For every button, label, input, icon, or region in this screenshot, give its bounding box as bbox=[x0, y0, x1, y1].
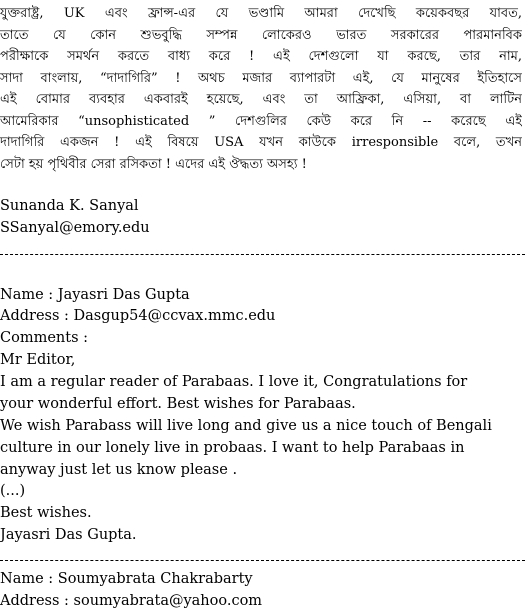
bengali-line-5: এই বোমার ব্যবহার একবারই হয়েছে, এবং তা আফ্রিকা, এসিয়া, বা লাটিন bbox=[0, 92, 522, 107]
letter-2-body-line-8: Best wishes. bbox=[0, 505, 92, 521]
letter-3-name: Name : Soumyabrata Chakrabarty bbox=[0, 571, 253, 587]
letter-2-body-line-1: Mr Editor, bbox=[0, 352, 76, 368]
letter-2-name: Name : Jayasri Das Gupta bbox=[0, 287, 190, 303]
signature-name: Sunanda K. Sanyal bbox=[0, 198, 139, 214]
bengali-line-7: দাদাগিরি একজন ! এই বিষয়ে USA যখন কাউকে irresponsible বলে, তখন bbox=[0, 135, 522, 150]
signature-email: SSanyal@emory.edu bbox=[0, 220, 150, 236]
bengali-line-1: যুক্তরাষ্ট্র, UK এবং ফ্রান্স-এর যে ভণ্ডামি আমরা দেখেছি কয়েকবছর যাবত, bbox=[0, 6, 522, 21]
bengali-line-2: তাতে যে কোন শুভবুদ্ধি সম্পন্ন লোকেরও ভারত সরকারের পারমানবিক bbox=[0, 27, 522, 43]
separator-line-1 bbox=[0, 254, 525, 255]
letter-2-body-line-6: anyway just let us know please . bbox=[0, 462, 238, 478]
letter-2-body-line-5: culture in our lonely live in probaas. I want to help Parabaas in bbox=[0, 440, 465, 456]
letter-2-body-line-3: your wonderful effort. Best wishes for Parabaas. bbox=[0, 396, 356, 412]
bengali-letter-text bbox=[0, 3, 522, 175]
letter-3-address: Address : soumyabrata@yahoo.com bbox=[0, 593, 263, 609]
letter-2-body-line-4: We wish Parabass will live long and give us a nice touch of Bengali bbox=[0, 418, 492, 434]
letter-2-address: Address : Dasgup54@ccvax.mmc.edu bbox=[0, 308, 276, 324]
letter-2-comments-label: Comments : bbox=[0, 330, 89, 346]
letter-2-body-line-2: I am a regular reader of Parabaas. I love it, Congratulations for bbox=[0, 374, 468, 390]
bengali-line-3: পরীক্ষাকে সমর্থন করতে বাধ্য করে ! এই দেশগুলো যা করছে, তার নাম, bbox=[0, 49, 522, 64]
separator-line-2 bbox=[0, 560, 525, 561]
bengali-line-4: সাদা বাংলায়, “দাদাগিরি” ! অথচ মজার ব্যাপারটা এই, যে মানুষের ইতিহাসে bbox=[0, 70, 522, 86]
letter-2-body-line-7: (...) bbox=[0, 483, 26, 499]
letter-2-body-line-9: Jayasri Das Gupta. bbox=[0, 527, 137, 543]
bengali-line-8: সেটা হয় পৃথিবীর সেরা রসিকতা ! এদের এই ঔদ্ধত্য অসহ্য ! bbox=[0, 156, 307, 172]
bengali-line-6: আমেরিকার “unsophisticated ” দেশগুলির কেউ করে নি -- করেছে এই bbox=[0, 113, 522, 129]
